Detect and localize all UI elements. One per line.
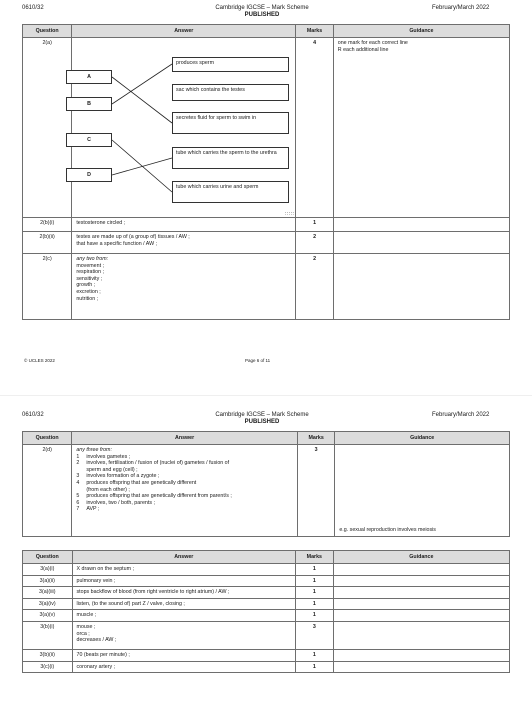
paper-code: 0610/32 <box>22 5 44 11</box>
question-number: 2(b)(i) <box>23 218 72 232</box>
description-box: tube which carries urine and sperm <box>172 181 289 203</box>
col-marks: Marks <box>296 551 334 564</box>
item-continuation: sperm and egg (cell) ; <box>86 466 138 473</box>
description-box: tube which carries the sperm to the urethra <box>172 147 289 169</box>
list-item: growth ; <box>76 282 96 289</box>
question-number: 3(a)(ii) <box>23 575 73 587</box>
item-text: AVP ; <box>86 506 100 513</box>
continuation-mark: ::::: <box>285 211 295 217</box>
guidance-cell <box>333 38 509 218</box>
marks-value: 3 <box>297 445 334 537</box>
table-row <box>23 649 510 661</box>
answer-text: that have a specific function / AW ; <box>76 240 158 247</box>
guidance-cell <box>333 218 509 232</box>
answer-text: orca ; <box>76 630 90 637</box>
list-item <box>76 506 293 513</box>
list-item: excretion ; <box>76 288 101 295</box>
guidance-cell <box>333 610 509 622</box>
table-row <box>23 218 510 232</box>
guidance-cell <box>333 598 509 610</box>
answer-text: listen, (to the sound of) part Z / valve, closing ; <box>72 598 295 610</box>
col-guidance: Guidance <box>333 551 509 564</box>
mark-scheme-table-2 <box>22 431 510 537</box>
footer-page-number: Page 6 of 11 <box>245 358 271 363</box>
guidance-cell <box>333 621 509 649</box>
guidance-cell <box>335 445 510 537</box>
item-number: 4 <box>76 479 80 486</box>
marks-value: 3 <box>296 621 334 649</box>
answer-intro: any three from: <box>76 447 112 453</box>
marks-value: 1 <box>296 587 334 599</box>
answer-text: X drawn on the septum ; <box>72 564 295 576</box>
question-number: 3(b)(i) <box>23 621 73 649</box>
marks-value: 1 <box>296 649 334 661</box>
question-number: 2(a) <box>23 38 72 218</box>
paper-code: 0610/32 <box>22 412 44 418</box>
table-row <box>23 564 510 576</box>
question-number: 3(a)(i) <box>23 564 73 576</box>
table-row <box>23 661 510 673</box>
table-row <box>23 587 510 599</box>
header-title: Cambridge IGCSE – Mark Scheme <box>215 5 309 11</box>
list-item: movement ; <box>76 262 104 269</box>
list-item <box>76 493 293 500</box>
item-number: 5 <box>76 493 80 500</box>
table-row <box>23 445 510 537</box>
col-question: Question <box>23 551 73 564</box>
col-answer: Answer <box>72 25 296 38</box>
description-box: secretes fluid for sperm to swim in <box>172 112 289 134</box>
col-marks: Marks <box>296 25 333 38</box>
header-title: Cambridge IGCSE – Mark Scheme <box>215 412 309 418</box>
marks-value: 2 <box>296 254 333 320</box>
guidance-cell <box>333 587 509 599</box>
footer-copyright: © UCLES 2022 <box>24 358 55 363</box>
list-item <box>76 480 293 487</box>
answer-cell <box>72 232 296 254</box>
table-row <box>23 232 510 254</box>
item-text: involves, fertilisation / fusion of (nuclei of) gametes / fusion of <box>86 460 230 467</box>
answer-cell <box>72 445 298 537</box>
table-row <box>23 254 510 320</box>
marks-value: 1 <box>296 564 334 576</box>
question-number: 2(d) <box>23 445 72 537</box>
answer-intro: any two from: <box>76 256 109 262</box>
answer-text: coronary artery ; <box>72 661 295 673</box>
page-separator <box>0 395 532 396</box>
letter-box-b: B <box>66 97 112 111</box>
marks-value: 1 <box>296 218 333 232</box>
item-number: 1 <box>76 453 80 460</box>
header-session: February/March 2022 <box>432 5 490 11</box>
col-guidance: Guidance <box>333 25 509 38</box>
list-item <box>76 473 293 480</box>
question-number: 3(a)(iii) <box>23 587 73 599</box>
question-number: 3(a)(v) <box>23 610 73 622</box>
answer-cell <box>72 254 296 320</box>
item-number: 3 <box>76 473 80 480</box>
question-number: 2(b)(ii) <box>23 232 72 254</box>
question-number: 3(b)(ii) <box>23 649 73 661</box>
table-row <box>23 575 510 587</box>
table-row <box>23 610 510 622</box>
list-item: sensitivity ; <box>76 275 103 282</box>
header-published: PUBLISHED <box>244 12 280 18</box>
letter-box-c: C <box>66 133 112 147</box>
list-item: nutrition ; <box>76 295 99 302</box>
item-text: involves, two / both, parents ; <box>86 499 155 506</box>
item-text: produces offspring that are genetically different from parent/s ; <box>86 493 232 500</box>
item-continuation: (from each other) ; <box>86 486 130 493</box>
header-published: PUBLISHED <box>244 419 280 425</box>
answer-text: pulmonary vein ; <box>72 575 295 587</box>
marks-value: 1 <box>296 610 334 622</box>
guidance-cell <box>333 661 509 673</box>
question-number: 3(c)(i) <box>23 661 73 673</box>
col-guidance: Guidance <box>335 432 510 445</box>
list-item <box>76 454 293 461</box>
mark-scheme-table-3 <box>22 550 510 673</box>
table-row <box>23 621 510 649</box>
col-question: Question <box>23 432 72 445</box>
guidance-text: R each additional line <box>337 46 389 53</box>
col-question: Question <box>23 25 72 38</box>
item-number: 7 <box>76 506 80 513</box>
marks-value: 1 <box>296 575 334 587</box>
answer-text: muscle ; <box>72 610 295 622</box>
col-answer: Answer <box>72 432 298 445</box>
answer-text: 70 (beats per minute) ; <box>72 649 295 661</box>
marks-value: 4 <box>296 38 333 218</box>
answer-text: testosterone circled ; <box>72 218 296 232</box>
list-item: respiration ; <box>76 269 104 276</box>
guidance-cell <box>333 254 509 320</box>
answer-text: mouse ; <box>76 623 96 630</box>
guidance-text: one mark for each correct line <box>337 40 408 46</box>
item-text: produces offspring that are genetically different <box>86 479 197 486</box>
letter-box-a: A <box>66 70 112 84</box>
question-number: 3(a)(iv) <box>23 598 73 610</box>
marks-value: 1 <box>296 598 334 610</box>
guidance-cell <box>333 232 509 254</box>
table-row <box>23 598 510 610</box>
answer-text: decreases / AW ; <box>76 637 117 644</box>
list-item <box>76 500 293 507</box>
item-text: involves gametes ; <box>86 453 131 460</box>
guidance-cell <box>333 564 509 576</box>
letter-box-d: D <box>66 168 112 182</box>
col-answer: Answer <box>72 551 295 564</box>
guidance-text: e.g. sexual reproduction involves meiosis <box>339 527 436 534</box>
item-text: involves formation of a zygote ; <box>86 473 160 480</box>
marks-value: 1 <box>296 661 334 673</box>
item-number: 2 <box>76 460 80 467</box>
question-number: 2(c) <box>23 254 72 320</box>
marks-value: 2 <box>296 232 333 254</box>
list-item <box>76 460 293 467</box>
description-box: produces sperm <box>172 57 289 72</box>
answer-cell <box>72 621 295 649</box>
header-session: February/March 2022 <box>432 412 490 418</box>
answer-text: testes are made up of (a group of) tissues / AW ; <box>76 234 190 240</box>
col-marks: Marks <box>297 432 334 445</box>
guidance-cell <box>333 575 509 587</box>
guidance-cell <box>333 649 509 661</box>
item-number: 6 <box>76 499 80 506</box>
description-box: sac which contains the testes <box>172 84 289 101</box>
answer-text: stops backflow of blood (from right ventricle to right atrium) / AW ; <box>72 587 295 599</box>
